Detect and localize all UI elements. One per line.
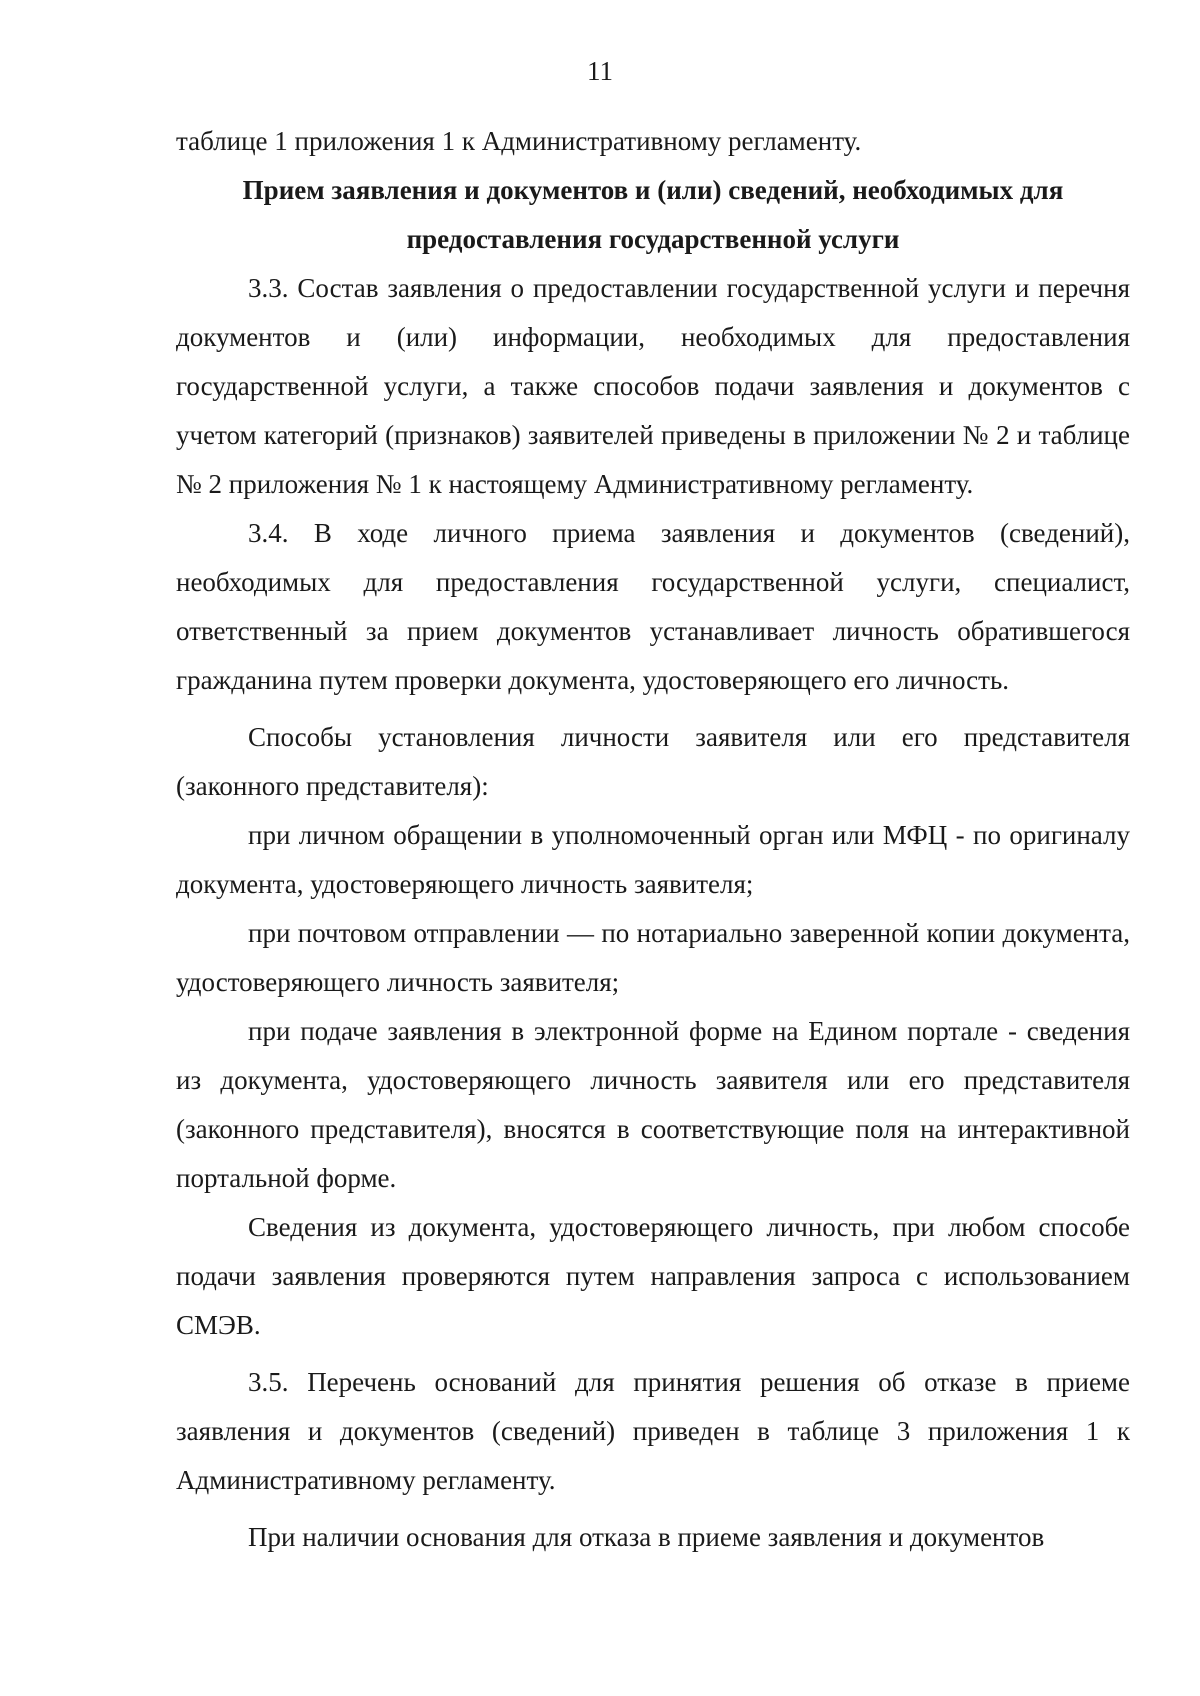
lead-text: таблице 1 приложения 1 к Административному регламенту. (176, 126, 862, 156)
paragraph-postal: при почтовом отправлении — по нотариально заверенной копии документа, удостоверяющего личность заявителя; (176, 918, 1130, 997)
paragraph-3-5: 3.5. Перечень оснований для принятия решения об отказе в приеме заявления и документов (сведений) приведен в таблице 3 приложения 1 к Административному регламенту. (176, 1367, 1130, 1495)
paragraph-personal-visit: при личном обращении в уполномоченный орган или МФЦ - по оригиналу документа, удостоверяющего личность заявителя; (176, 820, 1130, 899)
document-body (176, 117, 1130, 1562)
paragraph-refusal-grounds: При наличии основания для отказа в приеме заявления и документов (248, 1522, 1045, 1552)
paragraph-smev-check: Сведения из документа, удостоверяющего личность, при любом способе подачи заявления проверяются путем направления запроса с использованием СМЭВ. (176, 1212, 1130, 1340)
section-heading: Прием заявления и документов и (или) сведений, необходимых для предоставления государственной услуги (242, 175, 1064, 254)
paragraph-identification-methods: Способы установления личности заявителя или его представителя (законного представителя): (176, 722, 1130, 801)
paragraph-3-4: 3.4. В ходе личного приема заявления и документов (сведений), необходимых для предоставления государственной услуги, специалист, ответственный за прием документов устанавливает личность обратившегося гражданина путем проверки документа, удостоверяющего его личность. (176, 518, 1130, 695)
paragraph-electronic: при подаче заявления в электронной форме на Едином портале - сведения из документа, удостоверяющего личность заявителя или его представителя (законного представителя), вносятся в соответствующие поля на интерактивной портальной форме. (176, 1016, 1130, 1193)
page-number: 11 (587, 56, 613, 86)
paragraph-3-3: 3.3. Состав заявления о предоставлении государственной услуги и перечня документов и (или) информации, необходимых для предоставления государственной услуги, а также способов подачи заявления и документов с учетом категорий (признаков) заявителей приведены в приложении № 2 и таблице № 2 приложения № 1 к настоящему Административному регламенту. (176, 273, 1130, 499)
